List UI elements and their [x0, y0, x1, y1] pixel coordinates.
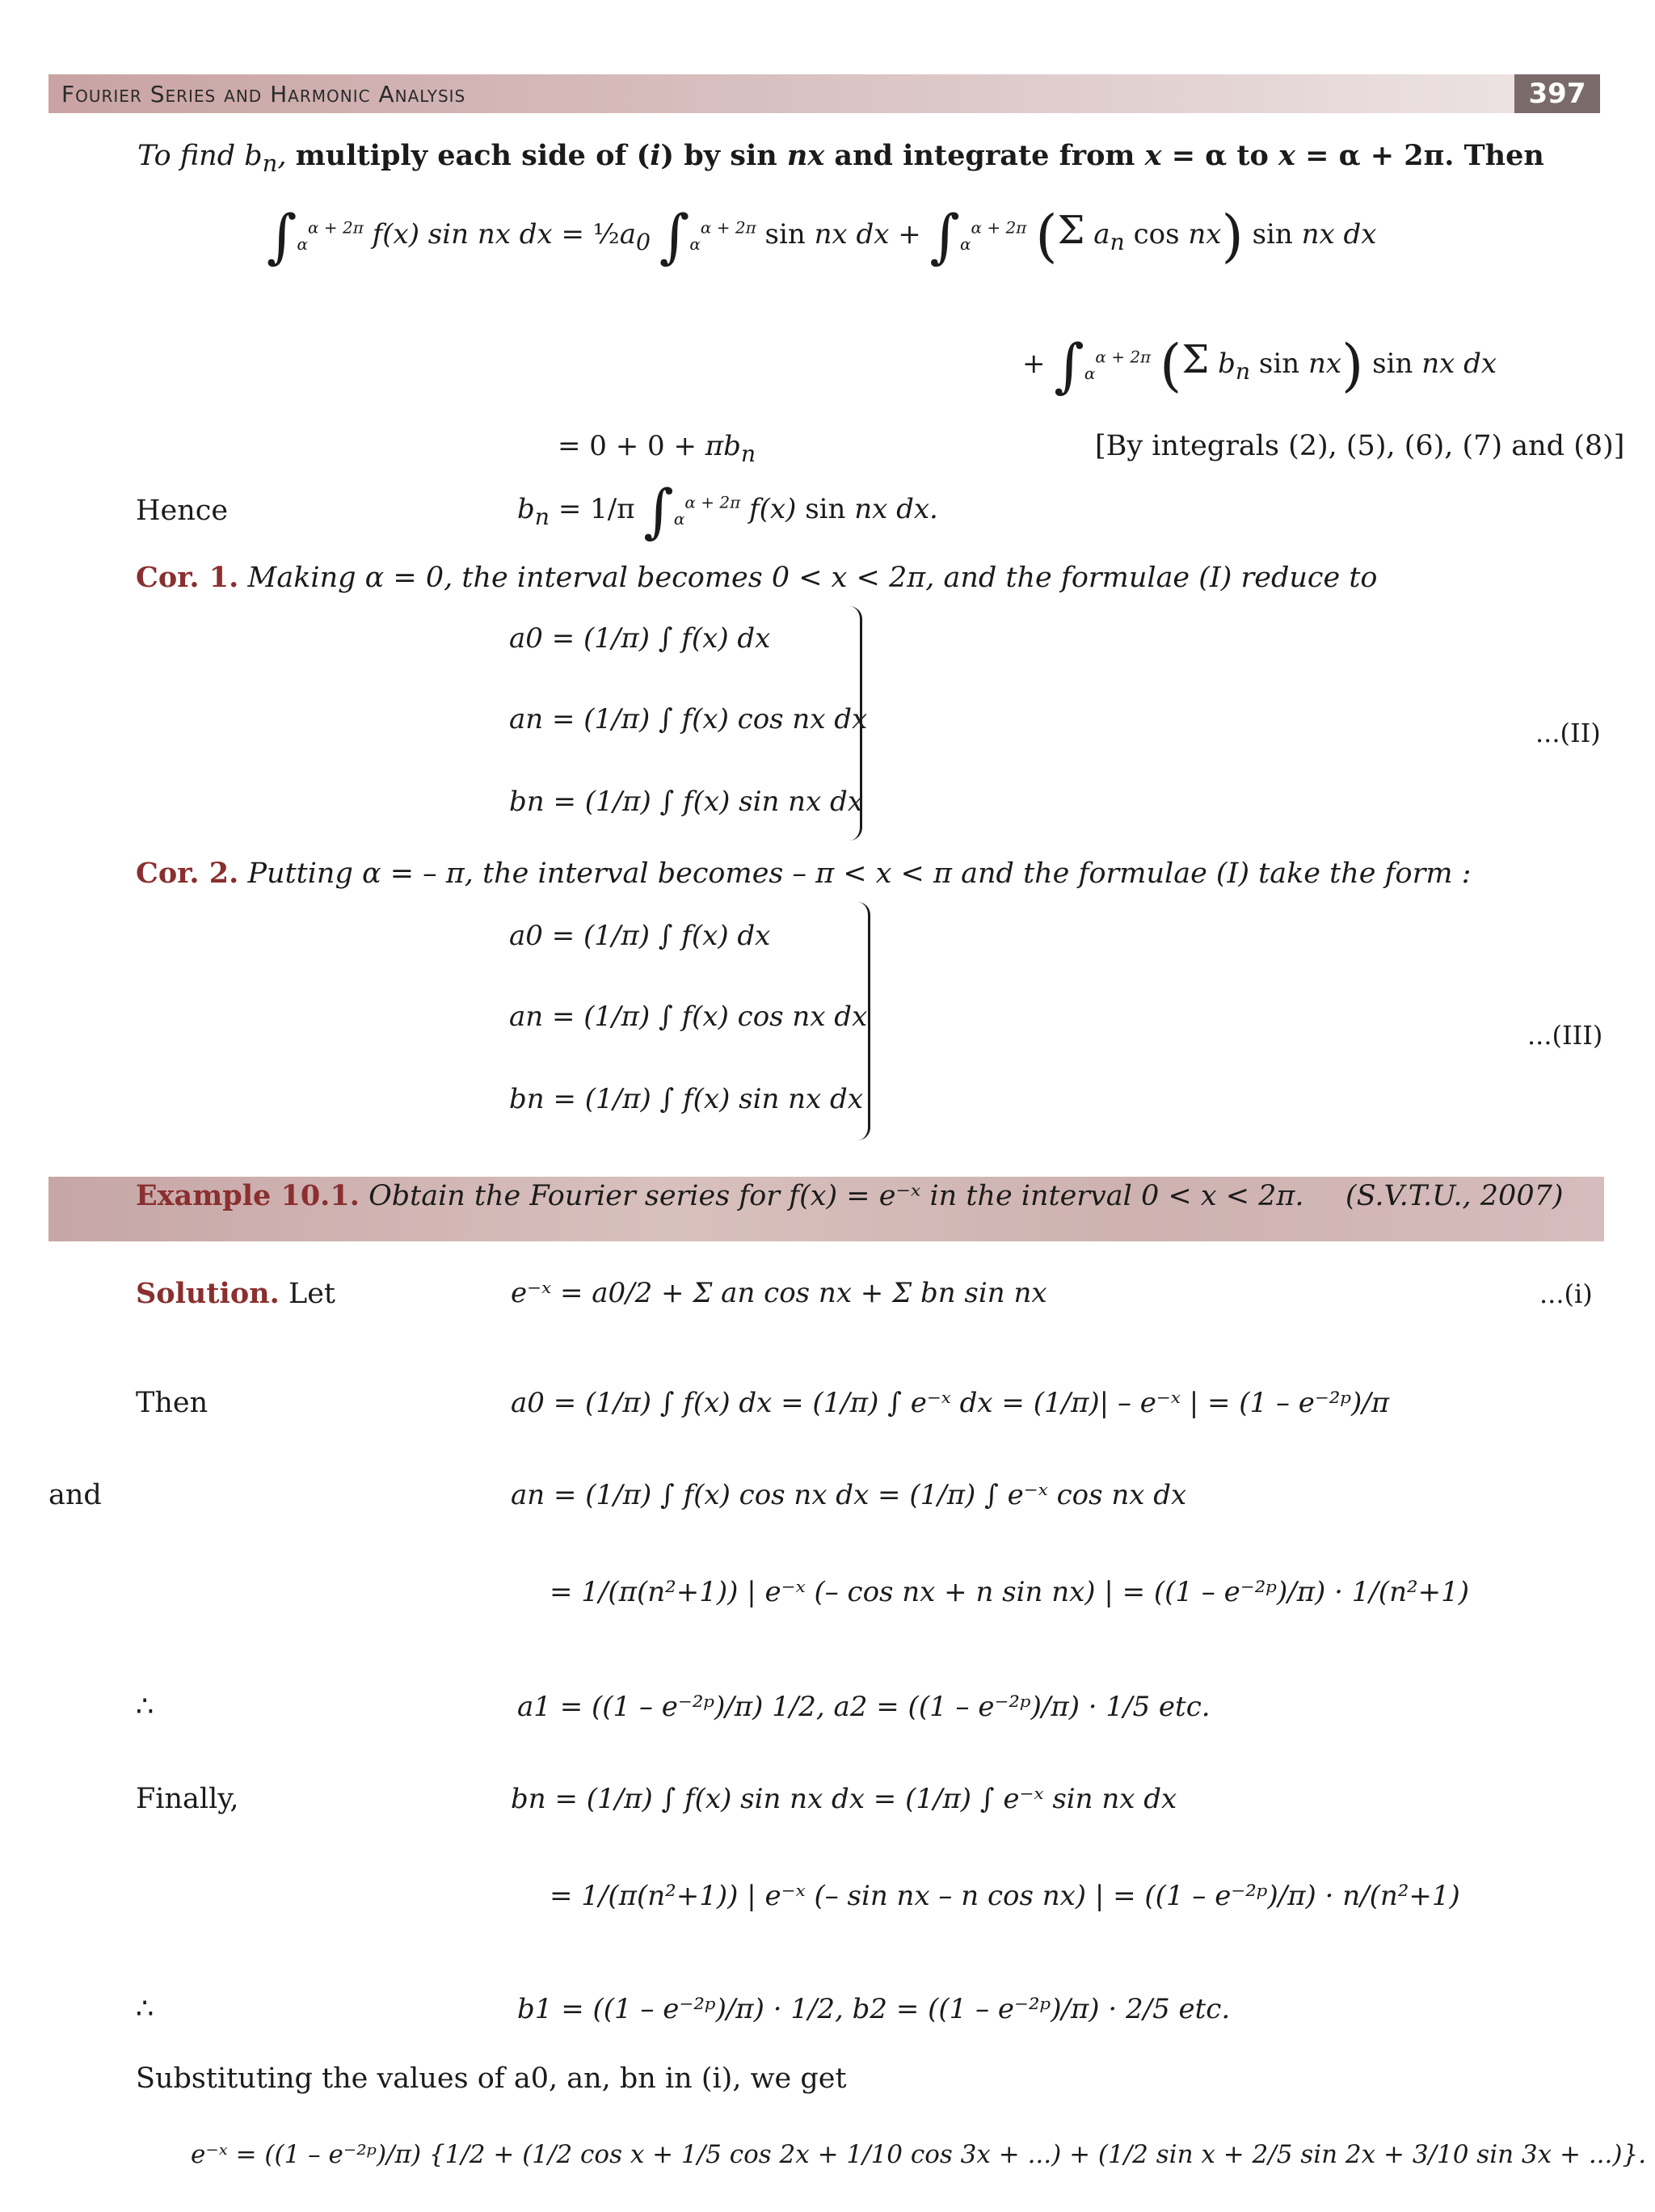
fourier-series-assumption: e⁻ˣ = a0/2 + Σ an cos nx + Σ bn sin nx	[511, 1277, 1047, 1309]
substituting-line: Substituting the values of a0, an, bn in (i), we get	[136, 2062, 847, 2095]
hence-label: Hence	[136, 495, 229, 527]
cor1-bn: bn = (1/π) ∫ f(x) sin nx dx	[509, 786, 863, 818]
cor2-a0: a0 = (1/π) ∫ f(x) dx	[509, 920, 771, 952]
an-result: = 1/(π(n²+1)) | e⁻ˣ (– cos nx + n sin nx) | = ((1 – e⁻²ᵖ)/π) · 1/(n²+1)	[550, 1576, 1469, 1608]
equation-number-II: ...(II)	[1535, 718, 1601, 748]
final-fourier-series: e⁻ˣ = ((1 – e⁻²ᵖ)/π) {1/2 + (1/2 cos x + 1/5 cos 2x + 1/10 cos 3x + ...) + (1/2 sin x + 2/5 sin 2x + 3/10 sin 3x + ...)}.	[191, 2140, 1647, 2169]
finally-label: Finally,	[136, 1783, 239, 1815]
equation-b-integral-line2: + $\int_\alpha^{\alpha + 2\pi}$ (Σ $b_n$ sin nx) sin nx dx	[1022, 331, 1497, 399]
cor2-formulae	[501, 902, 868, 1144]
equation-b-integral-line3: = $0 + 0 + \pi b_n$	[558, 430, 756, 467]
cor1-a0: a0 = (1/π) ∫ f(x) dx	[509, 622, 771, 655]
example-statement: Example 10.1. Obtain the Fourier series for f(x) = e⁻ˣ in the interval 0 < x < 2π.	[136, 1179, 1304, 1212]
a1-a2-values: a1 = ((1 – e⁻²ᵖ)/π) 1/2, a2 = ((1 – e⁻²ᵖ)/π) · 1/5 etc.	[517, 1691, 1211, 1723]
solution-label: Solution. Let	[136, 1277, 335, 1310]
chapter-title: Fourier Series and Harmonic Analysis	[61, 81, 466, 107]
right-brace	[849, 606, 862, 841]
bn-computation: bn = (1/π) ∫ f(x) sin nx dx = (1/π) ∫ e⁻ˣ sin nx dx	[511, 1783, 1177, 1815]
integral-reference: [By integrals (2), (5), (6), (7) and (8)]	[1095, 430, 1625, 462]
cor1-formulae	[501, 606, 868, 849]
cor1-an: an = (1/π) ∫ f(x) cos nx dx	[509, 703, 868, 735]
example-source: (S.V.T.U., 2007)	[1345, 1180, 1564, 1212]
a0-computation: a0 = (1/π) ∫ f(x) dx = (1/π) ∫ e⁻ˣ dx = (1/π)| – e⁻ˣ | = (1 – e⁻²ᵖ)/π	[511, 1387, 1390, 1419]
cor2-statement: Cor. 2. Putting α = – π, the interval becomes – π < x < π and the formulae (I) take the form :	[136, 857, 1472, 890]
equation-number-III: ...(III)	[1527, 1020, 1603, 1051]
therefore-symbol: ∴	[136, 1691, 154, 1723]
equation-number-i: ...(i)	[1539, 1279, 1593, 1309]
and-label: and	[48, 1479, 102, 1511]
cor2-bn: bn = (1/π) ∫ f(x) sin nx dx	[509, 1083, 863, 1115]
b1-b2-values: b1 = ((1 – e⁻²ᵖ)/π) · 1/2, b2 = ((1 – e⁻²ᵖ)/π) · 2/5 etc.	[517, 1993, 1231, 2025]
cor2-an: an = (1/π) ∫ f(x) cos nx dx	[509, 1001, 868, 1033]
equation-b-integral-line1: $\int_\alpha^{\alpha + 2\pi}$ f(x) sin nx dx = $\frac{1}{2}a_0$ $\int_\alpha^{\alpha + 2\pi}$ sin nx dx + $\int_\alpha^{\alpha + 2\pi}$ (Σ $a_n$ cos nx) sin nx dx	[267, 202, 1377, 270]
bn-result: = 1/(π(n²+1)) | e⁻ˣ (– sin nx – n cos nx) | = ((1 – e⁻²ᵖ)/π) · n/(n²+1)	[550, 1880, 1460, 1912]
page-number: 397	[1514, 74, 1600, 113]
right-brace	[857, 902, 870, 1140]
intro-line: To find $b_n$, multiply each side of (i) by sin nx and integrate from x = α to x = α + 2π. Then	[137, 139, 1544, 177]
therefore-symbol: ∴	[136, 1993, 154, 2025]
an-computation: an = (1/π) ∫ f(x) cos nx dx = (1/π) ∫ e⁻ˣ cos nx dx	[511, 1479, 1187, 1511]
running-header	[48, 74, 1600, 113]
hence-equation: $b_n = 1/\pi$ $\int_\alpha^{\alpha + 2\pi}$ f(x) sin nx dx.	[517, 477, 938, 545]
then-label: Then	[136, 1387, 208, 1419]
cor1-statement: Cor. 1. Making α = 0, the interval becomes 0 < x < 2π, and the formulae (I) reduce to	[136, 561, 1378, 594]
